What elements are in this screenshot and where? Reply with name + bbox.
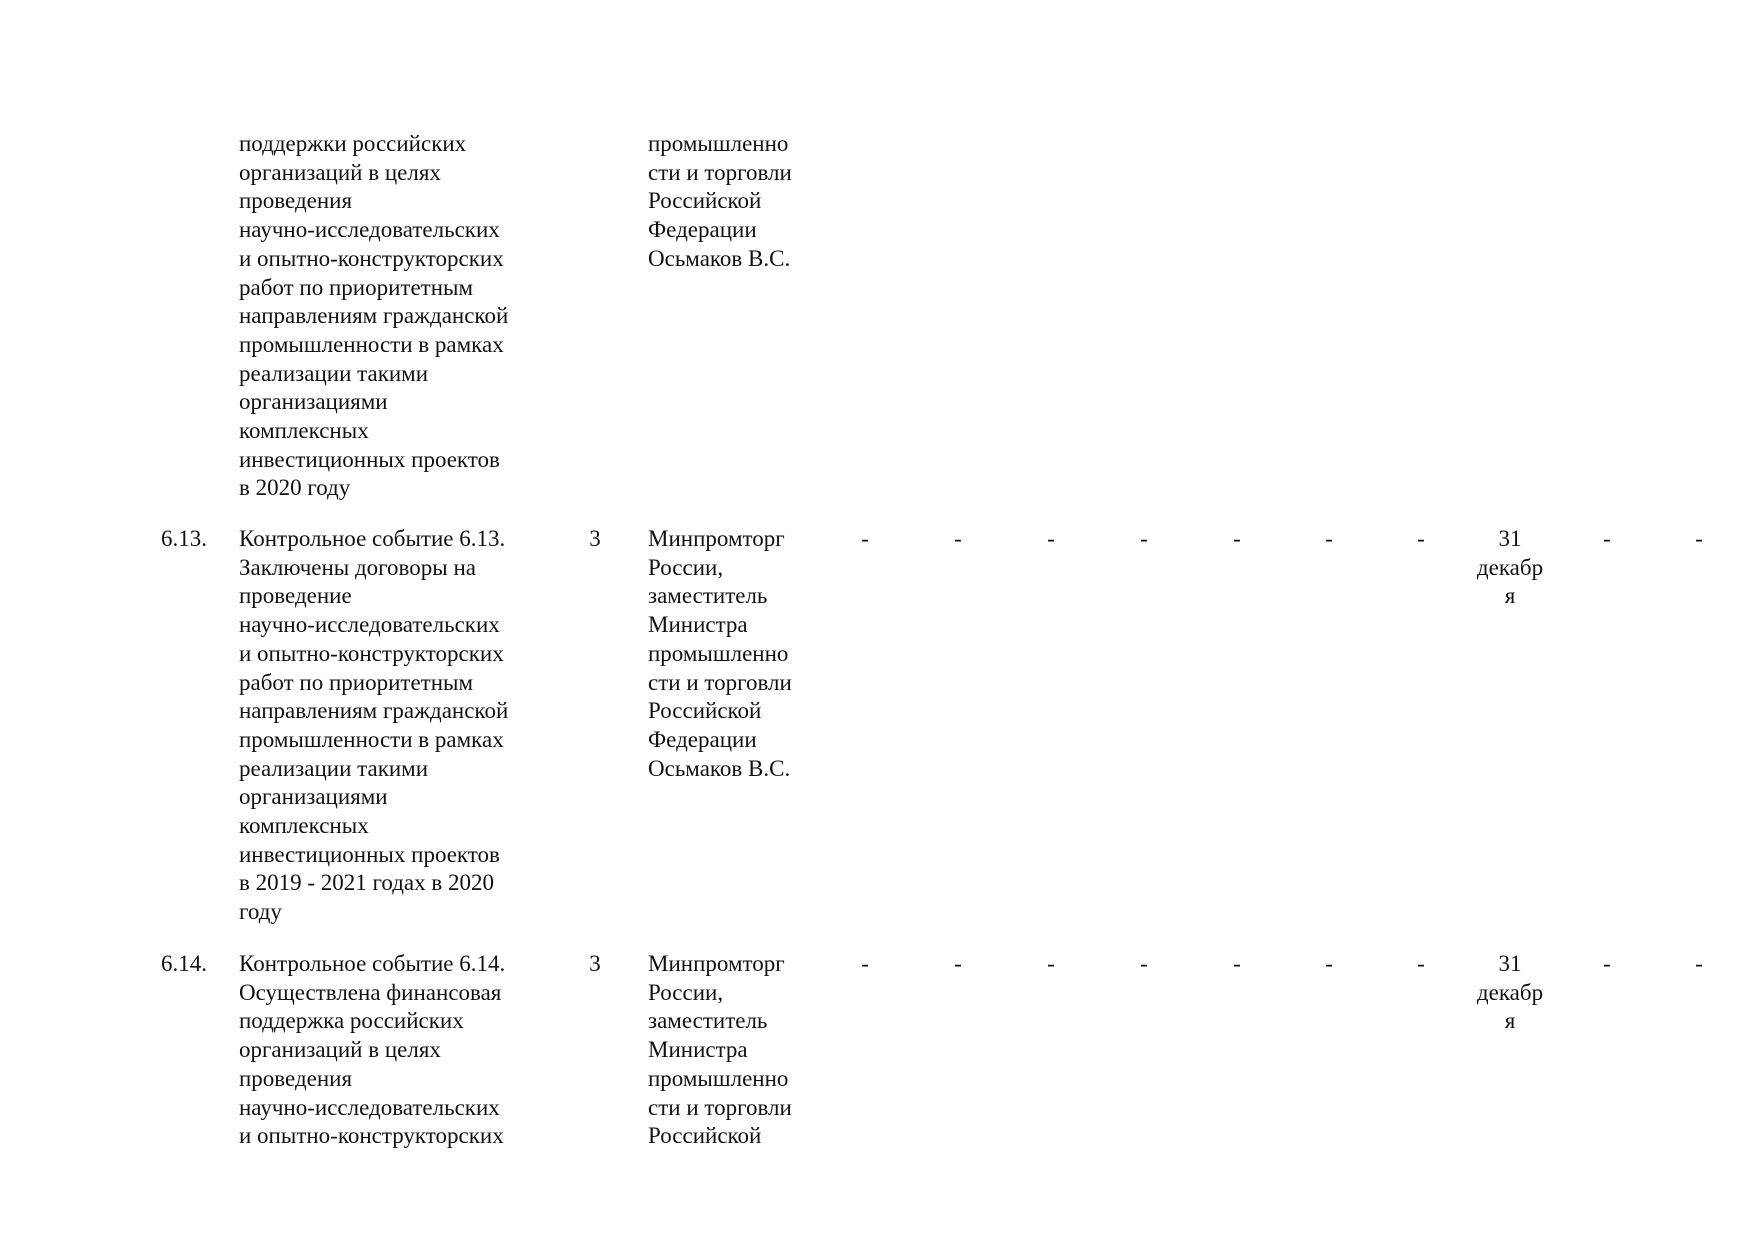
row-number: 6.13. xyxy=(161,526,207,551)
row-value-3: - xyxy=(1047,951,1055,976)
row-responsible: Минпромторг России, заместитель Министра промышленно сти и торговли Российской Федерации Осьмаков В.С. xyxy=(648,526,792,781)
row-value-2: - xyxy=(954,526,962,551)
row-value-9: - xyxy=(1695,526,1703,551)
row-priority: 3 xyxy=(589,951,601,976)
row-value-9: - xyxy=(1695,951,1703,976)
row-value-5: - xyxy=(1233,951,1241,976)
row-value-1: - xyxy=(861,526,869,551)
row-value-7: - xyxy=(1417,951,1425,976)
row-value-2: - xyxy=(954,951,962,976)
row-value-8: - xyxy=(1603,526,1611,551)
row-value-1: - xyxy=(861,951,869,976)
continued-responsible: промышленно сти и торговли Российской Федерации Осьмаков В.С. xyxy=(648,131,792,271)
row-value-4: - xyxy=(1140,526,1148,551)
continued-description: поддержки российских организаций в целях проведения научно-исследовательских и опытно-конструкторских работ по приоритетным направлениям гражданской промышленности в рамках реализации такими организациями комплексных инвестиционных проектов в 2020 году xyxy=(239,131,509,501)
row-value-6: - xyxy=(1325,526,1333,551)
row-date: 31 декабр я xyxy=(1476,951,1544,1034)
row-number: 6.14. xyxy=(161,951,207,976)
row-value-3: - xyxy=(1047,526,1055,551)
row-value-7: - xyxy=(1417,526,1425,551)
row-responsible: Минпромторг России, заместитель Министра промышленно сти и торговли Российской xyxy=(648,951,792,1149)
row-value-5: - xyxy=(1233,526,1241,551)
row-value-6: - xyxy=(1325,951,1333,976)
row-priority: 3 xyxy=(589,526,601,551)
row-value-8: - xyxy=(1603,951,1611,976)
row-date: 31 декабр я xyxy=(1476,526,1544,609)
row-description: Контрольное событие 6.14. Осуществлена финансовая поддержка российских организаций в целях проведения научно-исследовательских и опытно-конструкторских xyxy=(239,951,506,1149)
row-description: Контрольное событие 6.13. Заключены договоры на проведение научно-исследовательских и опытно-конструкторских работ по приоритетным направлениям гражданской промышленности в рамках реализации такими организациями комплексных инвестиционных проектов в 2019 - 2021 годах в 2020 году xyxy=(239,526,509,925)
row-value-4: - xyxy=(1140,951,1148,976)
